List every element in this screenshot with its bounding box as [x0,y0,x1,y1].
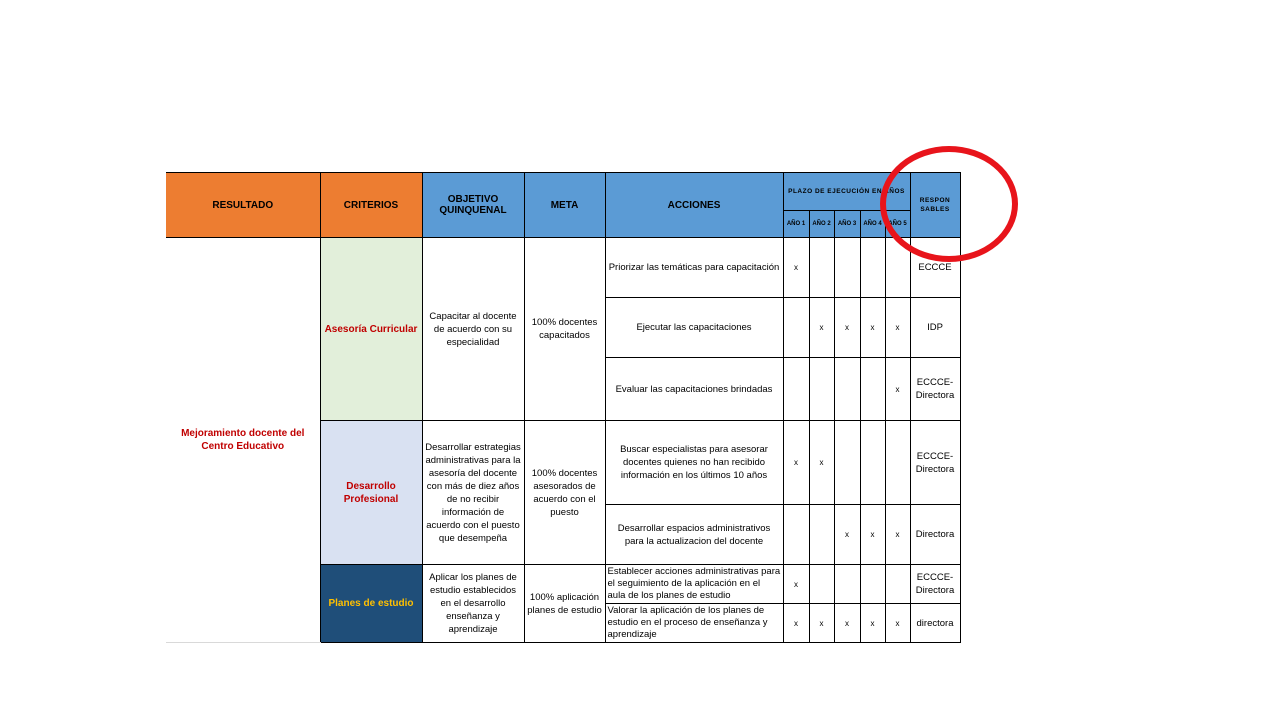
criterio-cell: Desarrollo Profesional [320,421,422,565]
table-row [166,238,960,298]
header-objetivo: OBJETIVO QUINQUENAL [422,173,524,238]
year-mark: x [885,604,910,643]
resultado-cell: Mejoramiento docente del Centro Educativo [166,238,320,643]
year-mark [809,358,834,421]
year-mark [834,358,860,421]
year-mark: x [860,298,885,358]
objetivo-cell: Aplicar los planes de estudio establecidos en el desarrollo enseñanza y aprendizaje [422,565,524,643]
responsable-cell: ECCCE- Directora [910,565,960,604]
header-year-1: AÑO 1 [783,211,809,238]
year-mark [860,238,885,298]
meta-cell: 100% docentes capacitados [524,238,605,421]
year-mark [885,421,910,505]
accion-cell: Ejecutar las capacitaciones [605,298,783,358]
year-mark [834,565,860,604]
year-mark [860,421,885,505]
year-mark: x [783,565,809,604]
header-year-5: AÑO 5 [885,211,910,238]
year-mark: x [885,505,910,565]
accion-cell: Buscar especialistas para asesorar docentes quienes no han recibido información en los últimos 10 años [605,421,783,505]
header-acciones: ACCIONES [605,173,783,238]
accion-cell: Evaluar las capacitaciones brindadas [605,358,783,421]
year-mark: x [809,298,834,358]
year-mark: x [783,604,809,643]
responsable-cell: ECCCE- Directora [910,358,960,421]
objetivo-cell: Desarrollar estrategias administrativas para la asesoría del docente con más de diez años de no recibir información de acuerdo con el puesto que desempeña [422,421,524,565]
year-mark: x [834,604,860,643]
year-mark: x [885,298,910,358]
year-mark [860,565,885,604]
year-mark: x [783,238,809,298]
year-mark [809,565,834,604]
year-mark: x [860,505,885,565]
year-mark: x [834,298,860,358]
criterio-cell: Planes de estudio [320,565,422,643]
header-responsables: RESPON SABLES [910,173,960,238]
responsable-cell: directora [910,604,960,643]
objetivo-cell: Capacitar al docente de acuerdo con su especialidad [422,238,524,421]
responsable-cell: ECCCE [910,238,960,298]
accion-cell: Priorizar las temáticas para capacitación [605,238,783,298]
header-plazo: PLAZO DE EJECUCIÓN EN AÑOS [783,173,910,211]
year-mark [885,565,910,604]
year-mark: x [860,604,885,643]
execution-plan-table [166,172,961,643]
responsable-cell: Directora [910,505,960,565]
header-criterios: CRITERIOS [320,173,422,238]
accion-cell: Establecer acciones administrativas para el seguimiento de la aplicación en el aula de los planes de estudio [605,565,783,604]
meta-cell: 100% aplicación planes de estudio [524,565,605,643]
responsable-cell: IDP [910,298,960,358]
year-mark [783,505,809,565]
header-meta: META [524,173,605,238]
year-mark: x [809,421,834,505]
accion-cell: Desarrollar espacios administrativos para la actualizacion del docente [605,505,783,565]
year-mark [834,421,860,505]
accion-cell: Valorar la aplicación de los planes de estudio en el proceso de enseñanza y aprendizaje [605,604,783,643]
annotation-circle [880,146,1018,262]
header-year-4: AÑO 4 [860,211,885,238]
year-mark [783,298,809,358]
year-mark: x [834,505,860,565]
header-year-3: AÑO 3 [834,211,860,238]
header-year-2: AÑO 2 [809,211,834,238]
criterio-cell: Asesoría Curricular [320,238,422,421]
year-mark: x [783,421,809,505]
year-mark [783,358,809,421]
header-resultado: RESULTADO [166,173,320,238]
year-mark [809,505,834,565]
meta-cell: 100% docentes asesorados de acuerdo con el puesto [524,421,605,565]
year-mark [809,238,834,298]
year-mark [860,358,885,421]
year-mark: x [885,358,910,421]
year-mark: x [809,604,834,643]
responsable-cell: ECCCE- Directora [910,421,960,505]
year-mark [834,238,860,298]
